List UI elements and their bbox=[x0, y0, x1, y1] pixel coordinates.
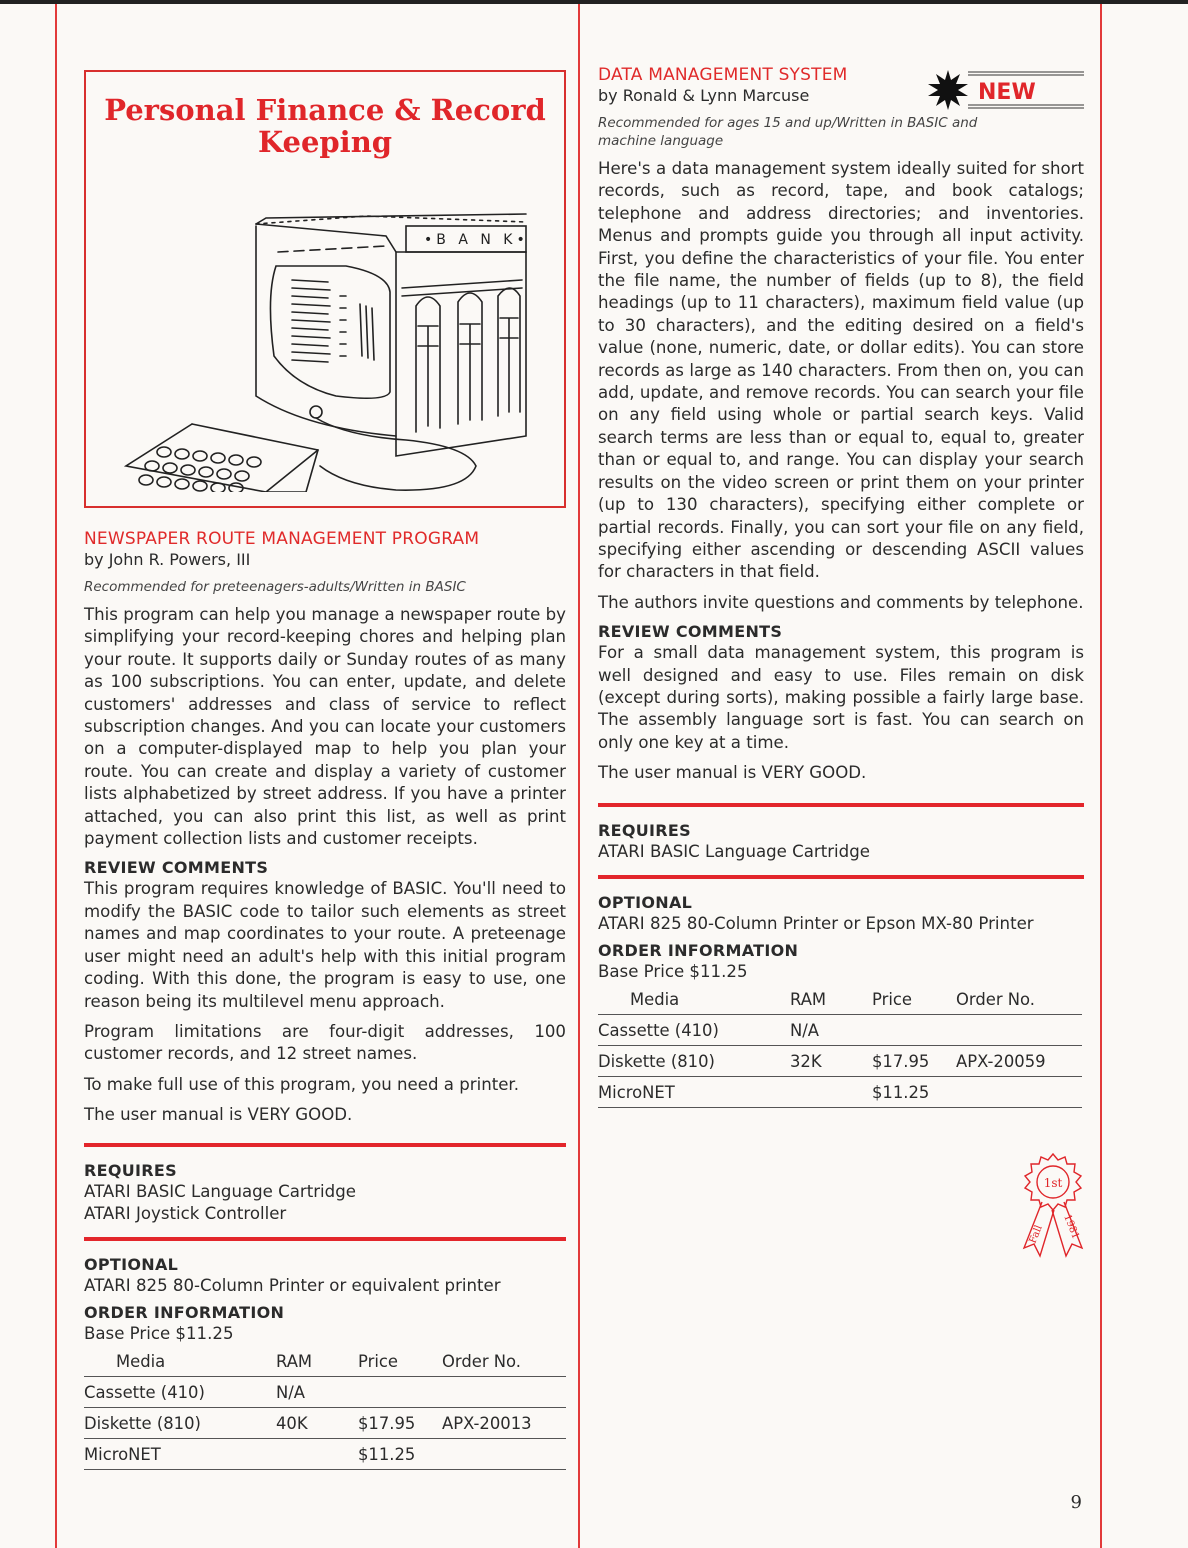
requires-heading: REQUIRES bbox=[598, 820, 691, 840]
table-row bbox=[84, 1438, 566, 1469]
starburst-icon bbox=[928, 70, 968, 110]
table-cell: 40K bbox=[276, 1407, 358, 1438]
red-divider bbox=[84, 1143, 566, 1147]
order-table-header bbox=[84, 1347, 566, 1377]
section-title: Personal Finance & Record Keeping bbox=[104, 93, 546, 159]
table-row bbox=[598, 1014, 1082, 1045]
program-recommendation: Recommended for preteenagers-adults/Written in BASIC bbox=[84, 579, 466, 595]
center-divider-line bbox=[578, 4, 580, 1548]
table-cell bbox=[442, 1376, 566, 1407]
table-cell: Cassette (410) bbox=[84, 1376, 276, 1407]
table-cell: N/A bbox=[276, 1376, 358, 1407]
page-number: 9 bbox=[1070, 1492, 1082, 1513]
order-heading: ORDER INFORMATION bbox=[598, 940, 799, 960]
table-cell: APX-20059 bbox=[956, 1045, 1082, 1076]
base-price: Base Price $11.25 bbox=[598, 961, 748, 981]
table-row bbox=[598, 1045, 1082, 1076]
table-cell bbox=[872, 1014, 956, 1045]
table-cell bbox=[790, 1076, 872, 1107]
right-column bbox=[598, 64, 1084, 1246]
column-header: Price bbox=[872, 985, 956, 1015]
order-table bbox=[598, 985, 1082, 1108]
column-header: RAM bbox=[790, 985, 872, 1015]
table-cell: $11.25 bbox=[872, 1076, 956, 1107]
table-cell: APX-20013 bbox=[442, 1407, 566, 1438]
bank-computer-illustration bbox=[106, 196, 546, 492]
author-invitation: The authors invite questions and comments by telephone. bbox=[598, 592, 1084, 612]
section-title-box bbox=[84, 70, 566, 508]
optional-item: ATARI 825 80-Column Printer or Epson MX-80 Printer bbox=[598, 913, 1034, 933]
red-divider bbox=[598, 875, 1084, 879]
table-cell: Diskette (810) bbox=[598, 1045, 790, 1076]
table-cell: 32K bbox=[790, 1045, 872, 1076]
review-paragraph-1: This program requires knowledge of BASIC. You'll need to modify the BASIC code to tailor such elements as street names and map coordinates to your route. A preteenage user might need an adult's help with this initial program coding. With this done, the program is easy to use, one reason being its multilevel menu approach. bbox=[84, 879, 566, 1011]
red-divider bbox=[84, 1237, 566, 1241]
table-cell bbox=[442, 1438, 566, 1469]
program-byline: by Ronald & Lynn Marcuse bbox=[598, 86, 810, 105]
right-margin-line bbox=[1100, 4, 1102, 1548]
new-badge bbox=[928, 70, 1084, 110]
column-header: Media bbox=[84, 1347, 276, 1377]
order-heading: ORDER INFORMATION bbox=[84, 1302, 285, 1322]
table-row bbox=[84, 1407, 566, 1438]
new-badge-label: NEW bbox=[978, 80, 1036, 105]
optional-heading: OPTIONAL bbox=[598, 892, 693, 912]
table-cell bbox=[956, 1076, 1082, 1107]
review-paragraph-2: Program limitations are four-digit addresses, 100 customer records, and 12 street names. bbox=[84, 1021, 566, 1064]
review-paragraph-3: To make full use of this program, you need a printer. bbox=[84, 1074, 520, 1094]
table-cell: MicroNET bbox=[598, 1076, 790, 1107]
review-heading: REVIEW COMMENTS bbox=[84, 858, 269, 878]
review-heading: REVIEW COMMENTS bbox=[598, 622, 783, 642]
table-cell bbox=[358, 1376, 442, 1407]
table-cell bbox=[956, 1014, 1082, 1045]
table-cell: N/A bbox=[790, 1014, 872, 1045]
bank-sign: •B A N K• bbox=[424, 232, 529, 248]
program-byline: by John R. Powers, III bbox=[84, 550, 251, 569]
column-header: Order No. bbox=[442, 1347, 566, 1377]
award-ribbon-icon bbox=[1018, 1152, 1088, 1264]
table-cell: MicroNET bbox=[84, 1438, 276, 1469]
manual-rating: The user manual is VERY GOOD. bbox=[84, 1105, 353, 1125]
left-column bbox=[84, 70, 566, 1470]
requirement-item: ATARI BASIC Language Cartridge bbox=[84, 1181, 356, 1201]
table-cell: Cassette (410) bbox=[598, 1014, 790, 1045]
review-paragraph-1: For a small data management system, this program is well designed and easy to use. Files remain on disk (except during sorts), making possible a fairly large base. The assembly language sort is fast. You can search on only one key at a time. bbox=[598, 643, 1084, 752]
table-cell: Diskette (810) bbox=[84, 1407, 276, 1438]
requires-heading: REQUIRES bbox=[84, 1160, 177, 1180]
requirement-item: ATARI Joystick Controller bbox=[84, 1203, 287, 1223]
optional-heading: OPTIONAL bbox=[84, 1254, 179, 1274]
left-margin-line bbox=[55, 4, 57, 1548]
ribbon-year: 1981 bbox=[1061, 1213, 1081, 1241]
newspaper-program bbox=[84, 528, 566, 1470]
table-row bbox=[598, 1076, 1082, 1107]
program-description: Here's a data management system ideally suited for short records, such as record, tape, and book catalogs; telephone and address directories; and inventories. Menus and prompts guide you through all input activity. First, you define the characteristics of your file. You enter the file name, the number of fields (up to 8), the field headings (up to 11 characters), maximum field value (up to 30 characters), and the editing desired on a field's value (none, numeric, date, or dollar edits). You can store records as large as 140 characters. From then on, you can add, update, and remove records. You can search your file on any field using whole or partial search keys. Valid search terms are less than or equal to, equal to, greater than or equal to, and range. You can display your search results on the video screen or print them on your printer (up to 130 characters), specifying either complete or partial records. Finally, you can sort your file on any field, specifying either ascending or descending ASCII values for characters in that field. bbox=[598, 159, 1084, 582]
ribbon-rank: 1st bbox=[1043, 1176, 1063, 1190]
table-row bbox=[84, 1376, 566, 1407]
requirement-item: ATARI BASIC Language Cartridge bbox=[598, 841, 870, 861]
program-title: DATA MANAGEMENT SYSTEM bbox=[598, 65, 848, 85]
table-cell: $11.25 bbox=[358, 1438, 442, 1469]
optional-item: ATARI 825 80-Column Printer or equivalent printer bbox=[84, 1275, 501, 1295]
order-table bbox=[84, 1347, 566, 1470]
red-divider bbox=[598, 803, 1084, 807]
program-title: NEWSPAPER ROUTE MANAGEMENT PROGRAM bbox=[84, 529, 480, 549]
column-header: Media bbox=[598, 985, 790, 1015]
base-price: Base Price $11.25 bbox=[84, 1323, 234, 1343]
program-description: This program can help you manage a newspaper route by simplifying your record-keeping chores and helping plan your route. It supports daily or Sunday routes of as many as 100 subscriptions. You can enter, update, and delete customers' addresses and class of service to reflect subscription changes. And you can locate your customers on a computer-displayed map to help you plan your route. You can create and display a variety of customer lists alphabetized by street address. If you have a printer attached, you can also print this list, as well as print payment collection lists and customer receipts. bbox=[84, 605, 566, 849]
table-cell: $17.95 bbox=[358, 1407, 442, 1438]
order-table-header bbox=[598, 985, 1082, 1015]
top-edge bbox=[0, 0, 1188, 4]
column-header: Price bbox=[358, 1347, 442, 1377]
ribbon-season: Fall bbox=[1027, 1223, 1045, 1246]
column-header: RAM bbox=[276, 1347, 358, 1377]
column-header: Order No. bbox=[956, 985, 1082, 1015]
manual-rating: The user manual is VERY GOOD. bbox=[598, 763, 867, 783]
table-cell: $17.95 bbox=[872, 1045, 956, 1076]
program-recommendation: Recommended for ages 15 and up/Written in BASIC and machine language bbox=[598, 115, 978, 149]
table-cell bbox=[276, 1438, 358, 1469]
